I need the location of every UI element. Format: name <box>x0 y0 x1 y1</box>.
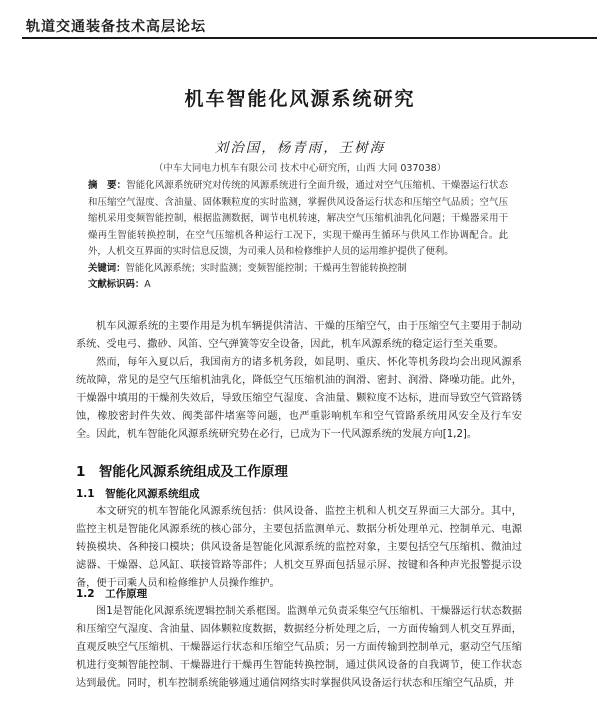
abstract-block <box>88 178 508 294</box>
subsection-1-2-heading: 1.2 工作原理 <box>76 588 148 600</box>
classification-code: A <box>144 279 151 290</box>
keywords-line <box>88 261 508 278</box>
section-1-heading: 1 智能化风源系统组成及工作原理 <box>76 464 288 480</box>
paper-affiliation: （中车大同电力机车有限公司 技术中心研究所，山西 大同 037038） <box>153 163 447 174</box>
subsection-1-2-paragraph: 图1是智能化风源系统逻辑控制关系框图。监测单元负责采集空气压缩机、干燥器运行状态数据和压缩空气湿度、含油量、固体颗粒度数据，数据经分析处理之后，一方面传输到人机交互界面，直观反映空气压缩机、干燥器运行状态和压缩空气品质；另一方面传输到控制单元，驱动空气压缩机进行变频智能控制、干燥器进行干燥再生智能转换控制，通过供风设备的自我调节，使工作状态达到最优。同时，机车控制系统能够通过通信网络实时掌握供风设备运行状态和压缩空气品质，并 <box>76 606 522 689</box>
subsection-1-2-text <box>76 603 522 693</box>
introduction-text <box>76 318 522 444</box>
keywords-text: 智能化风源系统；实时监测；变频智能控制；干燥再生智能转换控制 <box>125 262 407 274</box>
paper-title: 机车智能化风源系统研究 <box>184 88 416 110</box>
header-rule <box>22 37 597 39</box>
abstract-paragraph <box>88 178 508 261</box>
abstract-label: 摘 要： <box>88 180 127 191</box>
classification-line <box>88 277 508 294</box>
running-header: 轨道交通装备技术高层论坛 <box>26 19 206 35</box>
subsection-1-1-text <box>76 503 522 593</box>
subsection-1-1-heading: 1.1 智能化风源系统组成 <box>76 488 200 500</box>
intro-paragraph-2: 然而，每年入夏以后，我国南方的诸多机务段，如昆明、重庆、怀化等机务段均会出现风源系统故障，常见的是空气压缩机油乳化，降低空气压缩机油的润滑、密封、润滑、降噪功能。此外，干燥器中填用的干燥剂失效后，导致压缩空气湿度、含油量、颗粒度不达标，进而导致空气管路锈蚀，橡胶密封件失效、阀类部件堵塞等问题，也严重影响机车和空气管路系统用风安全及行车安全。因此，机车智能化风源系统研究势在必行，已成为下一代风源系统的发展方向[1,2]。 <box>76 357 522 440</box>
keywords-label: 关键词： <box>88 262 126 274</box>
intro-paragraph-1: 机车风源系统的主要作用是为机车辆提供清洁、干燥的压缩空气，由于压缩空气主要用于制动系统、受电弓、撒砂、风笛、空气弹簧等安全设备，因此，机车风源系统的稳定运行至关重要。 <box>76 321 522 350</box>
classification-label: 文献标识码： <box>88 279 145 290</box>
abstract-text: 智能化风源系统研究对传统的风源系统进行全面升级，通过对空气压缩机、干燥器运行状态和压缩空气湿度、含油量、固体颗粒度的实时监测，掌握供风设备运行状态和压缩空气品质；空气压缩机采用变频智能控制，根据监测数据，调节电机转速，解决空气压缩机油乳化问题；干燥器采用干燥再生智能转换控制，在空气压缩机各种运行工况下，实现干燥再生循环与供风工作协调配合。此外，人机交互界面的实时信息反馈，为司乘人员和检修维护人员的运用维护提供了便利。 <box>88 180 508 257</box>
paper-authors: 刘治国，杨青雨，王树海 <box>214 140 386 156</box>
subsection-1-1-paragraph: 本文研究的机车智能化风源系统包括：供风设备、监控主机和人机交互界面三大部分。其中，监控主机是智能化风源系统的核心部分，主要包括监测单元、数据分析处理单元、控制单元、电源转换模块、各种接口模块；供风设备是智能化风源系统的监控对象，主要包括空气压缩机、微油过滤器、干燥器、总风缸、联接管路等部件；人机交互界面包括显示屏、按键和各种声光报警提示设备，便于司乘人员和检修维护人员操作维护。 <box>76 506 522 589</box>
